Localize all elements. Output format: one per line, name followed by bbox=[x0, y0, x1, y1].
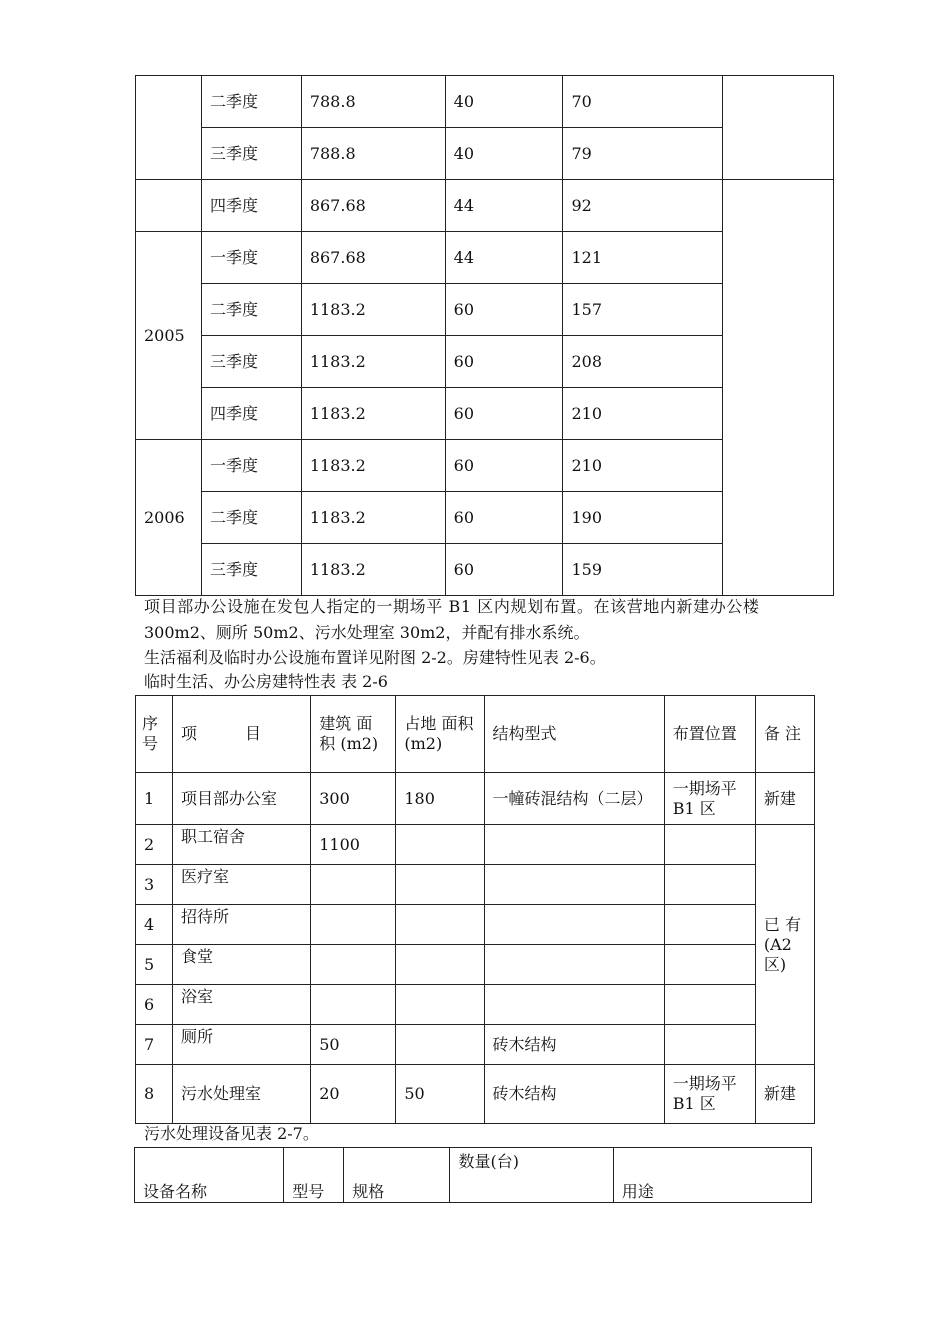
column-header: 建筑 面积 (m2) bbox=[311, 696, 396, 773]
location-cell bbox=[664, 825, 755, 865]
value-cell: 867.68 bbox=[301, 232, 445, 284]
value-cell: 1183.2 bbox=[301, 284, 445, 336]
column-header: 规格 bbox=[344, 1148, 450, 1203]
quarter-cell: 二季度 bbox=[201, 284, 301, 336]
table-row bbox=[136, 865, 815, 905]
column-header: 项 目 bbox=[173, 696, 311, 773]
value-cell: 1183.2 bbox=[301, 388, 445, 440]
value-cell: 867.68 bbox=[301, 180, 445, 232]
table-row bbox=[136, 945, 815, 985]
table-header-row bbox=[135, 1148, 812, 1203]
structure-cell bbox=[484, 945, 664, 985]
year-cell bbox=[136, 180, 202, 232]
location-cell bbox=[664, 945, 755, 985]
value-cell bbox=[396, 905, 484, 945]
table-row bbox=[136, 985, 815, 1025]
value-cell: 70 bbox=[563, 76, 723, 128]
item-cell: 医疗室 bbox=[173, 865, 311, 905]
table-row bbox=[136, 825, 815, 865]
value-cell: 40 bbox=[445, 76, 563, 128]
building-properties-table bbox=[135, 695, 815, 1124]
item-cell: 项目部办公室 bbox=[173, 773, 311, 825]
remark-cell: 新建 bbox=[755, 1065, 814, 1124]
table-row bbox=[136, 76, 834, 128]
location-cell: 一期场平 B1 区 bbox=[664, 773, 755, 825]
value-cell: 60 bbox=[445, 388, 563, 440]
table-header-row bbox=[136, 696, 815, 773]
remark-cell-merged: 已 有 (A2 区) bbox=[755, 825, 814, 1065]
year-cell: 2005 bbox=[136, 232, 202, 440]
value-cell: 44 bbox=[445, 180, 563, 232]
equipment-table bbox=[134, 1147, 812, 1203]
value-cell bbox=[396, 945, 484, 985]
value-cell: 79 bbox=[563, 128, 723, 180]
table-row bbox=[136, 905, 815, 945]
quarter-cell: 二季度 bbox=[201, 76, 301, 128]
remark-cell bbox=[723, 76, 834, 180]
column-header: 用途 bbox=[613, 1148, 811, 1203]
quarter-cell: 一季度 bbox=[201, 440, 301, 492]
quarter-cell: 一季度 bbox=[201, 232, 301, 284]
column-header: 占地 面积 (m2) bbox=[396, 696, 484, 773]
table-caption: 污水处理设备见表 2-7。 bbox=[144, 1124, 319, 1143]
value-cell bbox=[311, 905, 396, 945]
value-cell bbox=[396, 825, 484, 865]
column-header: 序号 bbox=[136, 696, 173, 773]
value-cell bbox=[311, 985, 396, 1025]
column-header: 布置位置 bbox=[664, 696, 755, 773]
item-cell: 食堂 bbox=[173, 945, 311, 985]
value-cell: 210 bbox=[563, 440, 723, 492]
table-row bbox=[136, 1065, 815, 1124]
value-cell: 20 bbox=[311, 1065, 396, 1124]
row-number: 8 bbox=[136, 1065, 173, 1124]
value-cell: 40 bbox=[445, 128, 563, 180]
column-header: 设备名称 bbox=[135, 1148, 284, 1203]
value-cell: 60 bbox=[445, 440, 563, 492]
structure-cell: 一幢砖混结构（二层） bbox=[484, 773, 664, 825]
value-cell: 157 bbox=[563, 284, 723, 336]
value-cell: 788.8 bbox=[301, 128, 445, 180]
value-cell: 60 bbox=[445, 336, 563, 388]
item-cell: 招待所 bbox=[173, 905, 311, 945]
item-cell: 浴室 bbox=[173, 985, 311, 1025]
table-row bbox=[136, 180, 834, 232]
row-number: 7 bbox=[136, 1025, 173, 1065]
structure-cell: 砖木结构 bbox=[484, 1065, 664, 1124]
value-cell: 1183.2 bbox=[301, 544, 445, 596]
value-cell: 159 bbox=[563, 544, 723, 596]
structure-cell bbox=[484, 865, 664, 905]
location-cell bbox=[664, 1025, 755, 1065]
row-number: 3 bbox=[136, 865, 173, 905]
value-cell bbox=[311, 945, 396, 985]
value-cell: 60 bbox=[445, 284, 563, 336]
quarterly-table bbox=[135, 75, 834, 596]
quarter-cell: 三季度 bbox=[201, 336, 301, 388]
location-cell bbox=[664, 985, 755, 1025]
paragraph-line: 300m2、厕所 50m2、污水处理室 30m2，并配有排水系统。 bbox=[144, 623, 590, 642]
value-cell: 60 bbox=[445, 544, 563, 596]
value-cell bbox=[311, 865, 396, 905]
row-number: 4 bbox=[136, 905, 173, 945]
structure-cell bbox=[484, 905, 664, 945]
column-header: 数量(台) bbox=[450, 1148, 613, 1203]
value-cell: 1100 bbox=[311, 825, 396, 865]
row-number: 2 bbox=[136, 825, 173, 865]
row-number: 6 bbox=[136, 985, 173, 1025]
value-cell bbox=[396, 865, 484, 905]
value-cell: 210 bbox=[563, 388, 723, 440]
item-cell: 职工宿舍 bbox=[173, 825, 311, 865]
quarter-cell: 四季度 bbox=[201, 388, 301, 440]
value-cell: 60 bbox=[445, 492, 563, 544]
paragraph-line: 项目部办公设施在发包人指定的一期场平 B1 区内规划布置。在该营地内新建办公楼 bbox=[144, 597, 760, 616]
value-cell: 180 bbox=[396, 773, 484, 825]
quarter-cell: 三季度 bbox=[201, 544, 301, 596]
structure-cell: 砖木结构 bbox=[484, 1025, 664, 1065]
value-cell: 300 bbox=[311, 773, 396, 825]
value-cell: 121 bbox=[563, 232, 723, 284]
location-cell bbox=[664, 905, 755, 945]
quarter-cell: 二季度 bbox=[201, 492, 301, 544]
value-cell: 190 bbox=[563, 492, 723, 544]
item-cell: 厕所 bbox=[173, 1025, 311, 1065]
value-cell: 92 bbox=[563, 180, 723, 232]
value-cell: 50 bbox=[311, 1025, 396, 1065]
value-cell bbox=[396, 1025, 484, 1065]
item-cell: 污水处理室 bbox=[173, 1065, 311, 1124]
value-cell: 1183.2 bbox=[301, 492, 445, 544]
column-header: 备 注 bbox=[755, 696, 814, 773]
value-cell: 208 bbox=[563, 336, 723, 388]
column-header: 型号 bbox=[284, 1148, 344, 1203]
paragraph: 生活福利及临时办公设施布置详见附图 2-2。房建特性见表 2-6。 bbox=[144, 648, 606, 667]
value-cell: 788.8 bbox=[301, 76, 445, 128]
quarter-cell: 三季度 bbox=[201, 128, 301, 180]
location-cell: 一期场平 B1 区 bbox=[664, 1065, 755, 1124]
table-row bbox=[136, 1025, 815, 1065]
table-row bbox=[136, 773, 815, 825]
value-cell: 44 bbox=[445, 232, 563, 284]
year-cell bbox=[136, 76, 202, 180]
row-number: 5 bbox=[136, 945, 173, 985]
structure-cell bbox=[484, 825, 664, 865]
year-cell: 2006 bbox=[136, 440, 202, 596]
value-cell bbox=[396, 985, 484, 1025]
table-caption: 临时生活、办公房建特性表 表 2-6 bbox=[144, 672, 388, 691]
quarter-cell: 四季度 bbox=[201, 180, 301, 232]
location-cell bbox=[664, 865, 755, 905]
column-header: 结构型式 bbox=[484, 696, 664, 773]
remark-cell bbox=[723, 180, 834, 596]
value-cell: 50 bbox=[396, 1065, 484, 1124]
value-cell: 1183.2 bbox=[301, 336, 445, 388]
structure-cell bbox=[484, 985, 664, 1025]
remark-cell: 新建 bbox=[755, 773, 814, 825]
value-cell: 1183.2 bbox=[301, 440, 445, 492]
row-number: 1 bbox=[136, 773, 173, 825]
